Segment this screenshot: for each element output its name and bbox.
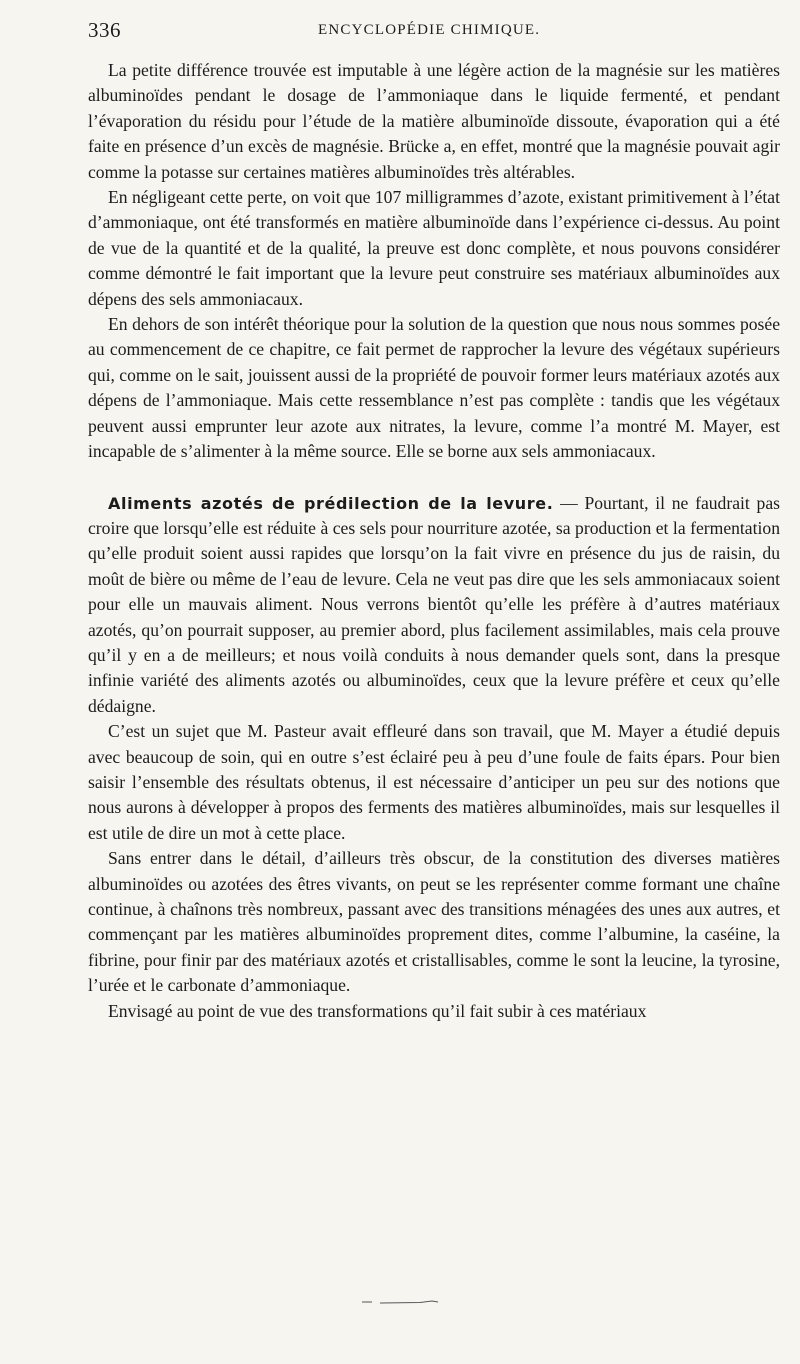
paragraph-2: En négligeant cette perte, on voit que 107 milligrammes d’azote, existant primitivement à l’état d’ammoniaque, ont été transformés en matière albuminoïde dans l’expérience ci-dessus. Au point de vue de la quantité et de la qualité, la preuve est donc complète, et nous pouvons considérer comme démontré le fait important que la levure peut construire ses matériaux albuminoïdes aux dépens des sels ammoniacaux.	[88, 187, 780, 309]
paragraph-1: La petite différence trouvée est imputable à une légère action de la magnésie sur les matières albuminoïdes pendant le dosage de l’ammoniaque dans le liquide fermenté, et pendant l’évaporation du résidu pour l’étude de la matière albuminoïde dissoute, évaporation qui a été faite en présence d’un excès de magnésie. Brücke a, en effet, montré que la magnésie pouvait agir comme la potasse sur certaines matières albuminoïdes très altérables.	[88, 60, 780, 182]
paragraph-5: C’est un sujet que M. Pasteur avait effleuré dans son travail, que M. Mayer a étudié depuis avec beaucoup de soin, qui en outre s’est éclairé peu à peu d’une foule de faits épars. Pour bien saisir l’ensemble des résultats obtenus, il est nécessaire d’anticiper un peu sur des notions que nous aurons à développer à propos des ferments des matières albuminoïdes, mais sur lesquelles il est utile de dire un mot à cette place.	[88, 721, 780, 843]
page-header	[88, 18, 768, 46]
running-head: ENCYCLOPÉDIE CHIMIQUE.	[318, 22, 541, 38]
section-title: Aliments azotés de prédilection de la levure.	[108, 493, 554, 513]
section-paragraph	[88, 491, 780, 720]
bottom-ink-mark	[360, 1296, 460, 1306]
page-number: 336	[88, 18, 121, 42]
paragraph-3: En dehors de son intérêt théorique pour la solution de la question que nous nous sommes posée au commencement de ce chapitre, ce fait permet de rapprocher la levure des végétaux supérieurs qui, comme on le sait, jouissent aussi de la propriété de pouvoir former leurs matériaux azotés aux dépens de l’ammoniaque. Mais cette ressemblance n’est pas complète : tandis que les végétaux peuvent aussi emprunter leur azote aux nitrates, la levure, comme l’a montré M. Mayer, est incapable de s’alimenter à la même source. Elle se borne aux sels ammoniacaux.	[88, 314, 780, 462]
paragraph-7: Envisagé au point de vue des transformations qu’il fait subir à ces matériaux	[108, 1000, 647, 1021]
body-text	[88, 58, 780, 1024]
paragraph-6: Sans entrer dans le détail, d’ailleurs très obscur, de la constitution des diverses matières albuminoïdes ou azotées des êtres vivants, on peut se les représenter comme formant une chaîne continue, à chaînons très nombreux, passant avec des transitions ménagées des unes aux autres, et commençant par les matières albuminoïdes proprement dites, comme l’albumine, la caséine, la fibrine, pour finir par des matériaux azotés et cristallisables, comme le sont la leucine, la tyrosine, l’urée et le carbonate d’ammoniaque.	[88, 848, 780, 996]
section-lead-text: — Pourtant, il ne faudrait pas croire que lorsqu’elle est réduite à ces sels pour nourriture azotée, sa production et la fermentation qu’elle produit soient aussi rapides que lorsqu’on la fait vivre en présence du jus de raisin, du moût de bière ou même de l’eau de levure. Cela ne veut pas dire que les sels ammoniacaux soient pour elle un mauvais aliment. Nous verrons bientôt qu’elle les préfère à d’autres matériaux azotés, qu’on pourrait supposer, au premier abord, plus facilement assimilables, mais cela prouve qu’il y en a de meilleurs; et nous voilà conduits à nous demander quels sont, dans la presque infinie variété des aliments azotés ou albuminoïdes, ceux que la levure préfère et ceux qu’elle dédaigne.	[88, 492, 780, 716]
